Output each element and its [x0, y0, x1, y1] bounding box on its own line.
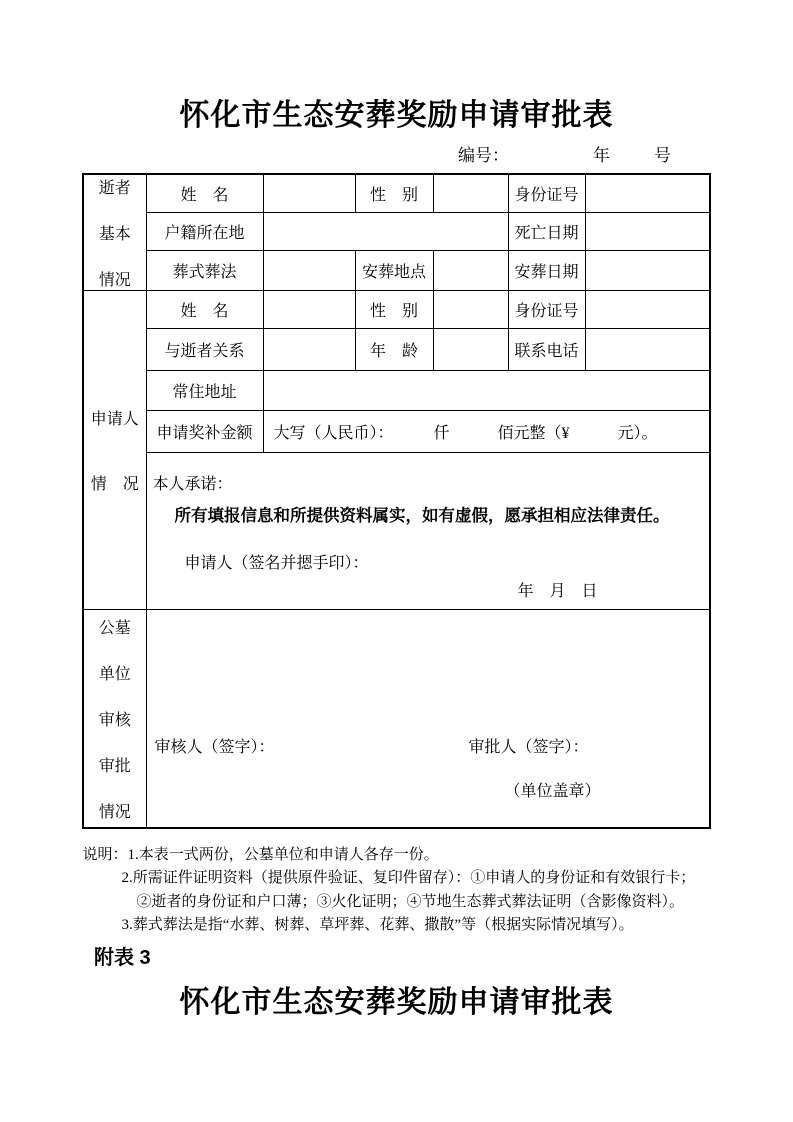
commitment-date-placeholder: 年 月 日	[517, 583, 598, 600]
table-row	[83, 174, 710, 212]
applicant-phone-label: 联系电话	[508, 329, 585, 371]
applicant-relation-label: 与逝者关系	[146, 329, 263, 371]
applicant-gender-field[interactable]	[433, 291, 508, 329]
commitment-statement: 所有填报信息和所提供资料属实，如有虚假，愿承担相应法律责任。	[174, 506, 670, 525]
note-text-1: 1.本表一式两份，公墓单位和申请人各存一份。	[127, 846, 439, 863]
section-label-line: 逝者	[98, 180, 131, 197]
deceased-household-label: 户籍所在地	[146, 212, 263, 250]
table-row	[83, 291, 710, 329]
applicant-name-field[interactable]	[263, 291, 355, 329]
deceased-burial-method-label: 葬式葬法	[146, 250, 263, 290]
serial-line	[83, 144, 710, 168]
section-label-line: 审批	[98, 757, 131, 775]
deceased-death-date-field[interactable]	[585, 212, 710, 250]
section-label-line: 基本	[98, 226, 131, 243]
unit-seal-label: （单位盖章）	[504, 783, 601, 801]
commitment-title: 本人承诺：	[152, 476, 233, 493]
applicant-id-field[interactable]	[585, 291, 710, 329]
section-label-line: 公墓	[98, 619, 131, 637]
deceased-burial-place-field[interactable]	[433, 250, 508, 290]
note-line-2: 2.所需证件证明资料（提供原件验证、复印件留存）：①申请人的身份证和有效银行卡；	[121, 870, 696, 886]
application-form-table	[82, 173, 711, 829]
deceased-gender-label: 性 别	[355, 174, 433, 212]
note-line-4: 3.葬式葬法是指“水葬、树葬、草坪葬、花葬、撒散”等（根据实际情况填写）。	[121, 917, 634, 933]
section-deceased-info	[83, 174, 146, 291]
applicant-phone-field[interactable]	[585, 329, 710, 371]
section-label-line: 审核	[98, 711, 131, 729]
applicant-age-field[interactable]	[433, 329, 508, 371]
applicant-age-label: 年 龄	[355, 329, 433, 371]
applicant-signature-label[interactable]: 申请人（签名并摁手印）：	[184, 555, 369, 572]
serial-label: 编号：	[458, 146, 509, 165]
commitment-cell	[146, 453, 710, 610]
note-line-1	[83, 844, 717, 868]
deceased-name-label: 姓 名	[146, 174, 263, 212]
table-row	[83, 371, 710, 411]
form-title: 怀化市生态安葬奖励申请审批表	[179, 99, 614, 132]
note-line-3: ②逝者的身份证和户口薄；③火化证明；④节地生态葬式葬法证明（含影像资料）。	[136, 893, 685, 910]
table-row	[83, 453, 710, 610]
deceased-name-field[interactable]	[263, 174, 355, 212]
applicant-amount-label: 申请奖补金额	[146, 411, 263, 453]
applicant-address-label: 常住地址	[146, 371, 263, 411]
footer-form-title: 怀化市生态安葬奖励申请审批表	[179, 985, 614, 1019]
section-label-line: 情 况	[90, 476, 139, 493]
table-row	[83, 329, 710, 371]
section-applicant-info	[83, 291, 146, 610]
section-label-line: 单位	[98, 665, 131, 683]
appendix-label: 附表 3	[94, 946, 151, 969]
reviewer-signature-label[interactable]: 审核人（签字）：	[154, 739, 275, 757]
deceased-burial-date-field[interactable]	[585, 250, 710, 290]
applicant-address-field[interactable]	[263, 371, 710, 411]
table-row	[83, 250, 710, 290]
serial-number-suffix: 号	[654, 146, 671, 165]
applicant-gender-label: 性 别	[355, 291, 433, 329]
review-cell	[146, 610, 710, 828]
notes-heading: 说明：	[82, 846, 128, 863]
deceased-gender-field[interactable]	[433, 174, 508, 212]
deceased-id-label: 身份证号	[508, 174, 585, 212]
deceased-household-field[interactable]	[263, 212, 508, 250]
applicant-relation-field[interactable]	[263, 329, 355, 371]
approver-signature-label[interactable]: 审批人（签字）：	[468, 739, 589, 757]
table-row	[83, 610, 710, 828]
applicant-id-label: 身份证号	[508, 291, 585, 329]
table-row	[83, 212, 710, 250]
serial-year-suffix: 年	[593, 146, 610, 165]
section-cemetery-review	[83, 610, 146, 828]
deceased-death-date-label: 死亡日期	[508, 212, 585, 250]
applicant-amount-field[interactable]: 大写（人民币）： 仟 佰元整（¥ 元）。	[263, 411, 710, 453]
deceased-burial-place-label: 安葬地点	[355, 250, 433, 290]
applicant-name-label: 姓 名	[146, 291, 263, 329]
table-row	[83, 411, 710, 453]
notes-block	[77, 844, 717, 938]
deceased-burial-method-field[interactable]	[263, 250, 355, 290]
deceased-id-field[interactable]	[585, 174, 710, 212]
section-label-line: 情况	[98, 803, 131, 821]
deceased-burial-date-label: 安葬日期	[508, 250, 585, 290]
section-label-line: 申请人	[90, 411, 139, 428]
section-label-line: 情况	[98, 272, 131, 289]
